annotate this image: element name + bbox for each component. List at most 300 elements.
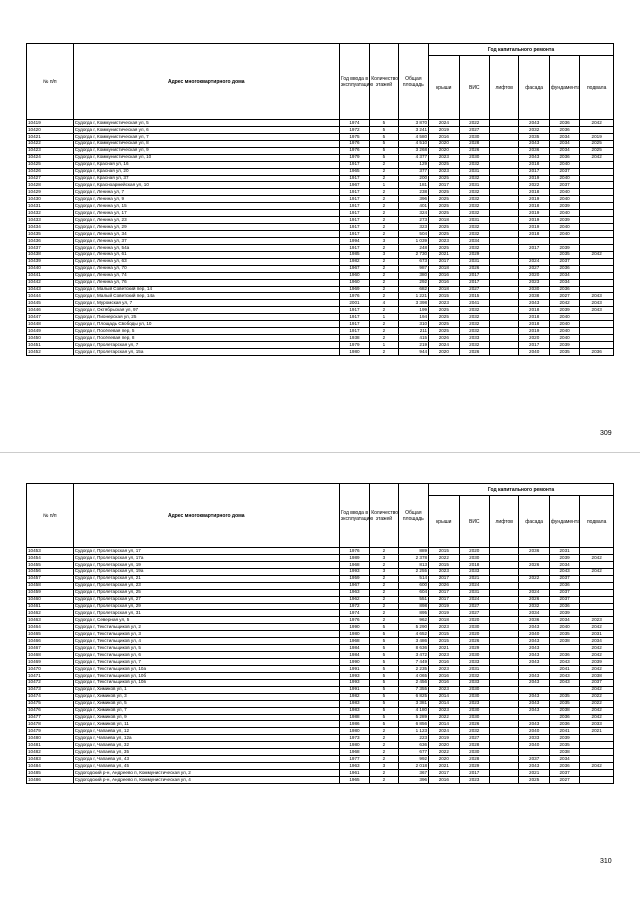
cell-year-built: 1968 [339, 749, 369, 756]
cell-floors: 2 [370, 321, 398, 328]
cell-roof: 2019 [429, 603, 459, 610]
cell-year-built: 1967 [339, 265, 369, 272]
cell-year-built: 1917 [339, 321, 369, 328]
cell-lift [489, 140, 518, 147]
cell-lift [489, 568, 518, 575]
cell-foundation: 2038 [549, 707, 579, 714]
cell-address: Судогда г, Площадь Свободы ул, 10 [73, 321, 339, 328]
cell-address: Судогда г, Пролетарская ул, 21 [73, 575, 339, 582]
cell-roof: 2023 [429, 154, 459, 161]
cell-roof: 2024 [429, 728, 459, 735]
cell-roof: 2025 [429, 231, 459, 238]
cell-num: 10424 [27, 154, 74, 161]
cell-basement [580, 328, 614, 335]
cell-roof: 2018 [429, 617, 459, 624]
cell-year-built: 2001 [339, 300, 369, 307]
cell-num: 10439 [27, 258, 74, 265]
cell-year-built: 1917 [339, 217, 369, 224]
cell-area: 3 870 [398, 120, 428, 127]
cell-vis: 2030 [459, 693, 489, 700]
cell-num: 10451 [27, 342, 74, 349]
cell-basement [580, 321, 614, 328]
cell-area: 396 [398, 776, 428, 783]
cell-lift [489, 175, 518, 182]
cell-num: 10436 [27, 237, 74, 244]
cell-year-built: 1991 [339, 686, 369, 693]
cell-floors: 3 [370, 237, 398, 244]
cell-basement: 2039 [580, 659, 614, 666]
cell-num: 10473 [27, 686, 74, 693]
cell-address: Судогда г, Ленина ул, 15 [73, 203, 339, 210]
cell-foundation: 2042 [549, 300, 579, 307]
cell-year-built: 1976 [339, 617, 369, 624]
table-row [27, 728, 614, 735]
cell-address: Судогда г, Пролетарская ул, 19 [73, 561, 339, 568]
cell-lift [489, 589, 518, 596]
cell-floors: 2 [370, 203, 398, 210]
cell-roof: 2017 [429, 770, 459, 777]
cell-num: 10469 [27, 659, 74, 666]
col-header-floors: Количество этажей [370, 44, 398, 120]
cell-roof: 2025 [429, 175, 459, 182]
cell-vis: 2024 [459, 596, 489, 603]
cell-num: 10476 [27, 707, 74, 714]
cell-vis: 2018 [459, 561, 489, 568]
cell-facade: 2021 [519, 770, 549, 777]
cell-foundation: 2041 [549, 665, 579, 672]
cell-floors: 2 [370, 175, 398, 182]
cell-floors: 2 [370, 210, 398, 217]
cell-facade: 2024 [519, 589, 549, 596]
cell-lift [489, 126, 518, 133]
cell-vis: 2017 [459, 279, 489, 286]
cell-basement [580, 548, 614, 555]
cell-area: 5 289 [398, 714, 428, 721]
cell-year-built: 1917 [339, 210, 369, 217]
cell-lift [489, 258, 518, 265]
cell-lift [489, 672, 518, 679]
cell-foundation: 2039 [549, 342, 579, 349]
cell-year-built: 1984 [339, 652, 369, 659]
cell-lift [489, 735, 518, 742]
cell-area: 2 018 [398, 763, 428, 770]
cell-address: Судогда г, Ленина ул, 63 [73, 258, 339, 265]
col-header-facade: фасада [519, 56, 549, 120]
cell-roof: 2020 [429, 348, 459, 355]
cell-lift [489, 742, 518, 749]
cell-year-built: 1917 [339, 161, 369, 168]
cell-lift [489, 335, 518, 342]
cell-year-built: 1960 [339, 272, 369, 279]
cell-roof: 2017 [429, 258, 459, 265]
cell-foundation: 2035 [549, 348, 579, 355]
cell-num: 10467 [27, 645, 74, 652]
cell-num: 10419 [27, 120, 74, 127]
cell-area: 211 [398, 328, 428, 335]
cell-basement: 2038 [580, 672, 614, 679]
table-body-page-310 [27, 548, 614, 784]
cell-roof: 2015 [429, 561, 459, 568]
cell-vis: 2027 [459, 126, 489, 133]
cell-year-built: 1965 [339, 776, 369, 783]
table-row [27, 693, 614, 700]
table-row [27, 763, 614, 770]
cell-year-built: 1979 [339, 154, 369, 161]
cell-area: 219 [398, 342, 428, 349]
cell-foundation: 2040 [549, 335, 579, 342]
table-row [27, 189, 614, 196]
cell-num: 10430 [27, 196, 74, 203]
cell-facade [519, 568, 549, 575]
cell-floors: 3 [370, 568, 398, 575]
cell-address: Судогда г, Пролетарская ул, 27 [73, 596, 339, 603]
cell-floors: 5 [370, 126, 398, 133]
col-header-area: Общая площадь [398, 44, 428, 120]
table-row [27, 589, 614, 596]
cell-floors: 5 [370, 638, 398, 645]
cell-roof: 2025 [429, 210, 459, 217]
cell-area: 6 856 [398, 721, 428, 728]
cell-basement: 2034 [580, 638, 614, 645]
cell-facade: 2043 [519, 679, 549, 686]
cell-num: 10438 [27, 251, 74, 258]
cell-lift [489, 665, 518, 672]
cell-vis: 2032 [459, 328, 489, 335]
cell-foundation: 2038 [549, 638, 579, 645]
cell-facade: 2017 [519, 244, 549, 251]
cell-facade: 2038 [519, 293, 549, 300]
cell-facade: 2043 [519, 707, 549, 714]
cell-year-built: 1967 [339, 182, 369, 189]
cell-vis: 2032 [459, 224, 489, 231]
cell-floors: 2 [370, 561, 398, 568]
cell-facade [519, 554, 549, 561]
cell-vis: 2030 [459, 749, 489, 756]
cell-roof: 2023 [429, 300, 459, 307]
cell-facade: 2026 [519, 561, 549, 568]
cell-facade: 2036 [519, 617, 549, 624]
cell-foundation: 2036 [549, 652, 579, 659]
cell-facade: 2043 [519, 659, 549, 666]
cell-year-built: 1965 [339, 168, 369, 175]
cell-area: 2 456 [398, 679, 428, 686]
cell-facade [519, 665, 549, 672]
cell-vis: 2023 [459, 700, 489, 707]
cell-basement [580, 279, 614, 286]
cell-basement: 2042 [580, 554, 614, 561]
cell-facade: 2043 [519, 140, 549, 147]
cell-year-built: 1962 [339, 596, 369, 603]
cell-area: 7 355 [398, 686, 428, 693]
cell-vis: 2017 [459, 272, 489, 279]
cell-roof: 2019 [429, 735, 459, 742]
cell-lift [489, 749, 518, 756]
cell-basement: 2031 [580, 631, 614, 638]
cell-roof: 2025 [429, 161, 459, 168]
cell-basement: 2042 [580, 568, 614, 575]
cell-foundation: 2040 [549, 314, 579, 321]
cell-foundation: 2039 [549, 307, 579, 314]
cell-address: Судогда г, Ленина ул, 70 [73, 265, 339, 272]
cell-facade: 2018 [519, 321, 549, 328]
col-header-roof: крыши [429, 496, 459, 548]
cell-year-built: 1963 [339, 763, 369, 770]
cell-floors: 3 [370, 554, 398, 561]
table-row [27, 638, 614, 645]
cell-vis: 2027 [459, 286, 489, 293]
cell-address: Судогда г, Красная ул, 20 [73, 168, 339, 175]
cell-lift [489, 659, 518, 666]
cell-year-built: 1917 [339, 203, 369, 210]
table-row [27, 679, 614, 686]
cell-facade: 2032 [519, 603, 549, 610]
cell-facade [519, 582, 549, 589]
col-header-basement: подвала [580, 496, 614, 548]
cell-floors: 2 [370, 348, 398, 355]
cell-foundation: 2036 [549, 763, 579, 770]
cell-area: 129 [398, 161, 428, 168]
table-row [27, 133, 614, 140]
cell-foundation: 2043 [549, 659, 579, 666]
cell-vis: 2031 [459, 182, 489, 189]
cell-basement: 2043 [580, 293, 614, 300]
cell-basement: 2023 [580, 617, 614, 624]
cell-area: 396 [398, 196, 428, 203]
col-header-roof: крыши [429, 56, 459, 120]
cell-year-built: 1917 [339, 224, 369, 231]
cell-basement [580, 189, 614, 196]
cell-lift [489, 217, 518, 224]
cell-basement [580, 126, 614, 133]
col-header-foundation: фундамента [549, 56, 579, 120]
cell-lift [489, 189, 518, 196]
cell-roof: 2016 [429, 279, 459, 286]
cell-area: 4 510 [398, 140, 428, 147]
cell-roof: 2017 [429, 575, 459, 582]
table-row [27, 147, 614, 154]
cell-roof: 2023 [429, 237, 459, 244]
col-header-facade: фасада [519, 496, 549, 548]
cell-facade: 2040 [519, 348, 549, 355]
cell-basement: 2042 [580, 645, 614, 652]
cell-basement [580, 286, 614, 293]
cell-address: Судогда г, Ленина ул, 54а [73, 244, 339, 251]
cell-vis: 2026 [459, 721, 489, 728]
cell-foundation: 2043 [549, 672, 579, 679]
cell-floors: 2 [370, 217, 398, 224]
cell-facade: 2043 [519, 672, 549, 679]
cell-address: Судогодский р-н, Андреево п, Коммунистическая ул, 2 [73, 770, 339, 777]
cell-year-built: 1960 [339, 279, 369, 286]
cell-vis: 2030 [459, 154, 489, 161]
table-row [27, 224, 614, 231]
cell-address: Судогда г, Текстильщиков ул, 3 [73, 631, 339, 638]
cell-vis: 2030 [459, 624, 489, 631]
table-row [27, 244, 614, 251]
table-row [27, 126, 614, 133]
cell-foundation: 2034 [549, 133, 579, 140]
cell-address: Судогда г, Текстильщиков ул, 2 [73, 624, 339, 631]
cell-roof: 2025 [429, 321, 459, 328]
cell-floors: 5 [370, 679, 398, 686]
cell-foundation: 2038 [549, 749, 579, 756]
cell-vis: 2028 [459, 756, 489, 763]
cell-foundation: 2040 [549, 175, 579, 182]
cell-year-built: 1993 [339, 568, 369, 575]
cell-floors: 2 [370, 742, 398, 749]
col-header-lift: лифтов [489, 56, 518, 120]
cell-num: 10449 [27, 328, 74, 335]
table-row [27, 237, 614, 244]
cell-basement: 2025 [580, 140, 614, 147]
table-row [27, 770, 614, 777]
cell-basement [580, 175, 614, 182]
cell-facade: 2043 [519, 763, 549, 770]
cell-vis: 2032 [459, 189, 489, 196]
cell-lift [489, 342, 518, 349]
cell-foundation: 2036 [549, 582, 579, 589]
cell-vis: 2031 [459, 258, 489, 265]
cell-vis: 2030 [459, 652, 489, 659]
cell-lift [489, 561, 518, 568]
cell-vis: 2026 [459, 638, 489, 645]
table-row [27, 168, 614, 175]
cell-vis: 2029 [459, 251, 489, 258]
cell-basement: 2043 [580, 300, 614, 307]
cell-address: Судогда г, Муромская ул, 7 [73, 300, 339, 307]
cell-area: 199 [398, 307, 428, 314]
cell-floors: 2 [370, 335, 398, 342]
cell-roof: 2025 [429, 203, 459, 210]
cell-year-built: 1959 [339, 575, 369, 582]
cell-num: 10466 [27, 638, 74, 645]
cell-year-built: 1976 [339, 548, 369, 555]
cell-facade: 2030 [519, 286, 549, 293]
cell-area: 604 [398, 589, 428, 596]
cell-basement [580, 217, 614, 224]
cell-lift [489, 182, 518, 189]
cell-facade: 2035 [519, 133, 549, 140]
cell-facade: 2020 [519, 335, 549, 342]
col-header-repair-group: Год капитального ремонта [429, 484, 614, 496]
cell-facade: 2043 [519, 693, 549, 700]
cell-area: 3 381 [398, 700, 428, 707]
cell-address: Судогда г, Текстильщиков ул, 4 [73, 638, 339, 645]
cell-vis: 2032 [459, 342, 489, 349]
cell-year-built: 1917 [339, 231, 369, 238]
cell-floors: 1 [370, 182, 398, 189]
cell-floors: 5 [370, 707, 398, 714]
cell-address: Судогда г, Химиков ул, 7 [73, 707, 339, 714]
table-row [27, 652, 614, 659]
cell-vis: 2022 [459, 120, 489, 127]
cell-basement: 2042 [580, 154, 614, 161]
cell-address: Судогда г, Пролетарская ул, 25 [73, 589, 339, 596]
cell-lift [489, 700, 518, 707]
cell-basement [580, 224, 614, 231]
cell-roof: 2018 [429, 217, 459, 224]
cell-lift [489, 770, 518, 777]
cell-lift [489, 251, 518, 258]
cell-address: Судогда г, Коммунистическая ул, 5 [73, 120, 339, 127]
cell-lift [489, 721, 518, 728]
cell-lift [489, 120, 518, 127]
cell-foundation: 2036 [549, 603, 579, 610]
table-row [27, 335, 614, 342]
cell-facade: 2022 [519, 182, 549, 189]
cell-vis: 2031 [459, 589, 489, 596]
cell-facade: 2023 [519, 279, 549, 286]
cell-facade: 2036 [519, 548, 549, 555]
cell-roof: 2022 [429, 749, 459, 756]
cell-basement [580, 161, 614, 168]
cell-floors: 5 [370, 659, 398, 666]
cell-foundation: 2035 [549, 742, 579, 749]
cell-foundation: 2040 [549, 210, 579, 217]
cell-area: 194 [398, 314, 428, 321]
cell-vis: 2030 [459, 686, 489, 693]
cell-roof: 2018 [429, 286, 459, 293]
cell-year-built: 1963 [339, 589, 369, 596]
cell-address: Судогда г, Текстильщиков ул, 5 [73, 645, 339, 652]
cell-lift [489, 776, 518, 783]
cell-num: 10446 [27, 307, 74, 314]
cell-facade: 2018 [519, 307, 549, 314]
cell-floors: 2 [370, 161, 398, 168]
table-row [27, 700, 614, 707]
cell-foundation: 2043 [549, 568, 579, 575]
cell-floors: 5 [370, 672, 398, 679]
cell-floors: 5 [370, 693, 398, 700]
cell-roof: 2019 [429, 610, 459, 617]
cell-year-built: 1991 [339, 665, 369, 672]
cell-area: 401 [398, 203, 428, 210]
cell-vis: 2032 [459, 161, 489, 168]
cell-vis: 2026 [459, 348, 489, 355]
cell-area: 987 [398, 265, 428, 272]
cell-address: Судогда г, Пролетарская ул, 15а [73, 348, 339, 355]
cell-address: Судогда г, Коммунистическая ул, 8 [73, 140, 339, 147]
table-row [27, 596, 614, 603]
table-row [27, 631, 614, 638]
cell-area: 310 [398, 321, 428, 328]
cell-facade: 2019 [519, 328, 549, 335]
cell-roof: 2023 [429, 686, 459, 693]
cell-num: 10486 [27, 776, 74, 783]
cell-num: 10440 [27, 265, 74, 272]
cell-area: 944 [398, 348, 428, 355]
cell-num: 10420 [27, 126, 74, 133]
cell-lift [489, 554, 518, 561]
cell-facade [519, 749, 549, 756]
table-row [27, 321, 614, 328]
cell-year-built: 1917 [339, 307, 369, 314]
cell-facade: 2019 [519, 224, 549, 231]
cell-area: 1 123 [398, 728, 428, 735]
cell-foundation: 2036 [549, 721, 579, 728]
cell-roof: 2021 [429, 251, 459, 258]
cell-num: 10459 [27, 589, 74, 596]
cell-facade: 2026 [519, 596, 549, 603]
cell-foundation: 2034 [549, 561, 579, 568]
cell-year-built: 1917 [339, 175, 369, 182]
cell-area: 292 [398, 279, 428, 286]
cell-num: 10435 [27, 231, 74, 238]
cell-facade: 2043 [519, 638, 549, 645]
cell-roof: 2024 [429, 342, 459, 349]
cell-year-built: 1982 [339, 693, 369, 700]
table-row [27, 776, 614, 783]
